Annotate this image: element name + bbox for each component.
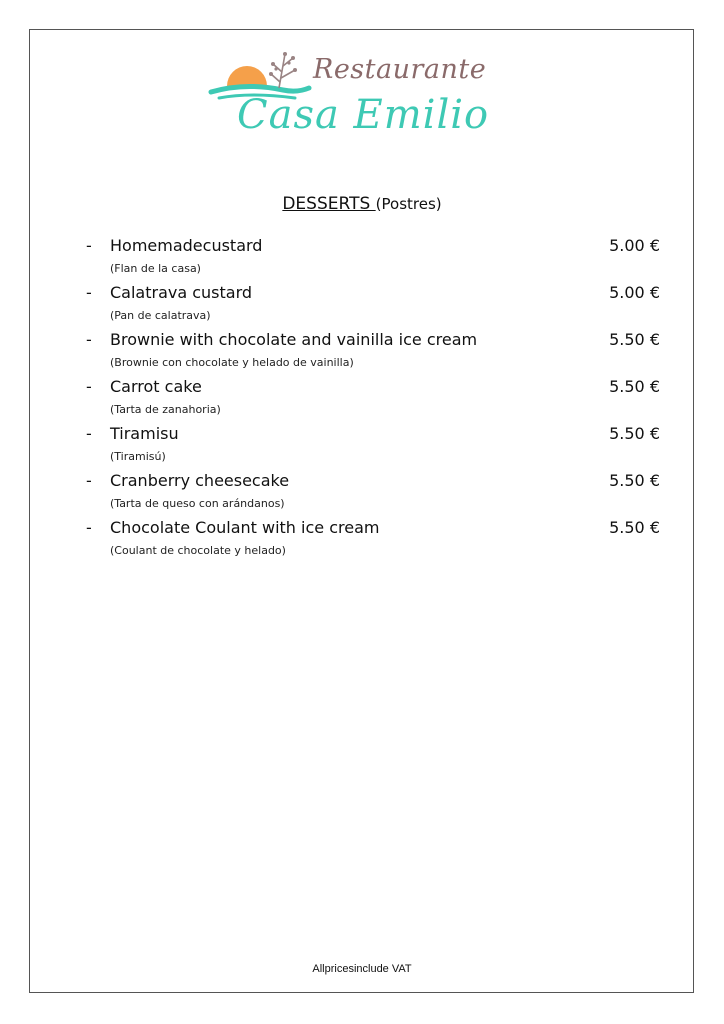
item-price: 5.00 € [609,236,660,255]
logo-text-restaurante: Restaurante [313,54,487,85]
item-name: Carrot cake [110,377,202,396]
bullet-dash: - [86,424,92,443]
item-translation: (Tiramisú) [110,450,166,463]
item-name: Chocolate Coulant with ice cream [110,518,380,537]
list-item [0,471,724,518]
bullet-dash: - [86,236,92,255]
item-translation: (Flan de la casa) [110,262,201,275]
bullet-dash: - [86,377,92,396]
list-item [0,377,724,424]
item-name: Brownie with chocolate and vainilla ice cream [110,330,478,349]
item-price: 5.50 € [609,518,660,537]
vat-note: Allpricesinclude VAT [312,963,412,975]
logo-text-casa-emilio: Casa Emilio [237,92,490,138]
section-title-main: DESSERTS [282,194,376,214]
bullet-dash: - [86,471,92,490]
list-item [0,518,724,565]
list-item [0,236,724,283]
item-name: Calatrava custard [110,283,253,302]
restaurant-logo [205,48,515,148]
item-translation: (Tarta de zanahoria) [110,403,221,416]
item-price: 5.50 € [609,330,660,349]
item-name: Cranberry cheesecake [110,471,290,490]
bullet-dash: - [86,330,92,349]
item-translation: (Brownie con chocolate y helado de vainilla) [110,356,354,369]
dessert-list [0,236,724,565]
bullet-dash: - [86,518,92,537]
item-translation: (Coulant de chocolate y helado) [110,544,286,557]
bullet-dash: - [86,283,92,302]
item-name: Tiramisu [110,424,179,443]
section-title-subtitle: (Postres) [375,195,442,213]
list-item [0,283,724,330]
item-price: 5.50 € [609,471,660,490]
item-translation: (Tarta de queso con arándanos) [110,497,285,510]
item-translation: (Pan de calatrava) [110,309,211,322]
section-title [0,194,724,214]
item-price: 5.50 € [609,424,660,443]
list-item [0,424,724,471]
item-price: 5.00 € [609,283,660,302]
list-item [0,330,724,377]
item-name: Homemadecustard [110,236,263,255]
item-price: 5.50 € [609,377,660,396]
